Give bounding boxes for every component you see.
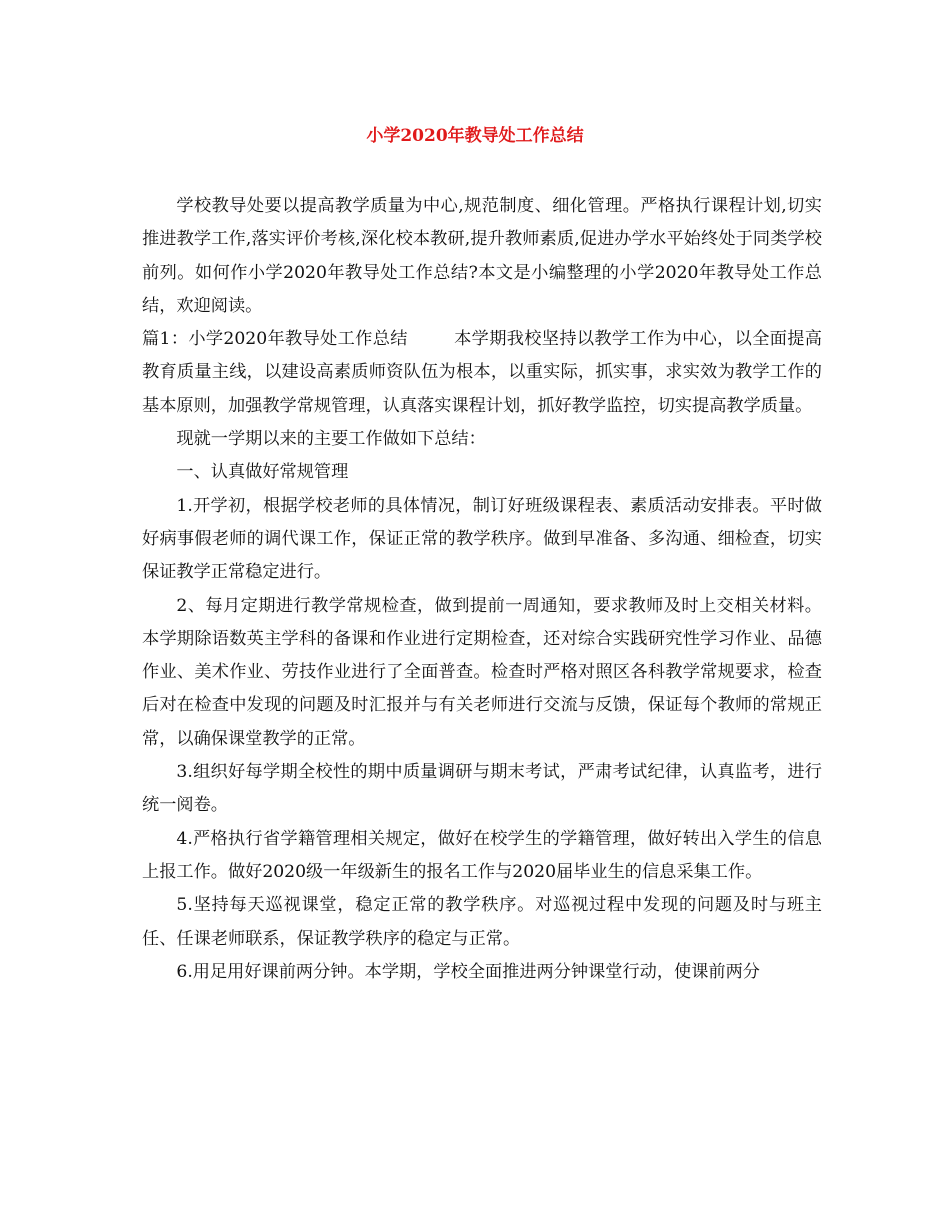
list-item: 1.开学初，根据学校老师的具体情况，制订好班级课程表、素质活动安排表。平时做好病事假老师的调代课工作，保证正常的教学秩序。做到早准备、多沟通、细检查，切实保证教学正常稳定进行。	[142, 495, 822, 583]
section-heading: 篇1：小学2020年教导处工作总结	[142, 329, 408, 350]
page-title: 小学2020年教导处工作总结	[366, 126, 584, 146]
list-item: 5.坚持每天巡视课堂，稳定正常的教学秩序。对巡视过程中发现的问题及时与班主任、任课老师联系，保证教学秩序的稳定与正常。	[142, 895, 822, 949]
intro-paragraph: 学校教导处要以提高教学质量为中心,规范制度、细化管理。严格执行课程计划,切实推进教学工作,落实评价考核,深化校本教研,提升教师素质,促进办学水平始终处于同类学校前列。如何作小学2020年教导处工作总结?本文是小编整理的小学2020年教导处工作总结，欢迎阅读。	[142, 196, 822, 316]
list-item: 2、每月定期进行教学常规检查，做到提前一周通知，要求教师及时上交相关材料。本学期除语数英主学科的备课和作业进行定期检查，还对综合实践研究性学习作业、品德作业、美术作业、劳技作业进行了全面普查。检查时严格对照区各科教学常规要求，检查后对在检查中发现的问题及时汇报并与有关老师进行交流与反馈，保证每个教师的常规正常，以确保课堂教学的正常。	[142, 595, 822, 749]
list-item: 4.严格执行省学籍管理相关规定，做好在校学生的学籍管理，做好转出入学生的信息上报工作。做好2020级一年级新生的报名工作与2020届毕业生的信息采集工作。	[142, 828, 822, 882]
section-paragraph	[142, 323, 822, 423]
summary-lead: 现就一学期以来的主要工作做如下总结：	[176, 429, 486, 450]
section-text: 本学期我校坚持以教学工作为中心，以全面提高教育质量主线，以建设高素质师资队伍为根本，以重实际，抓实事，求实效为教学工作的基本原则，加强教学常规管理，认真落实课程计划，抓好教学监控，切实提高教学质量。	[142, 329, 822, 416]
list-item: 3.组织好每学期全校性的期中质量调研与期末考试，严肃考试纪律，认真监考，进行统一阅卷。	[142, 762, 822, 816]
subheading: 一、认真做好常规管理	[176, 462, 349, 483]
list-item: 6.用足用好课前两分钟。本学期，学校全面推进两分钟课堂行动，使课前两分	[176, 961, 760, 982]
document-body	[142, 190, 822, 989]
